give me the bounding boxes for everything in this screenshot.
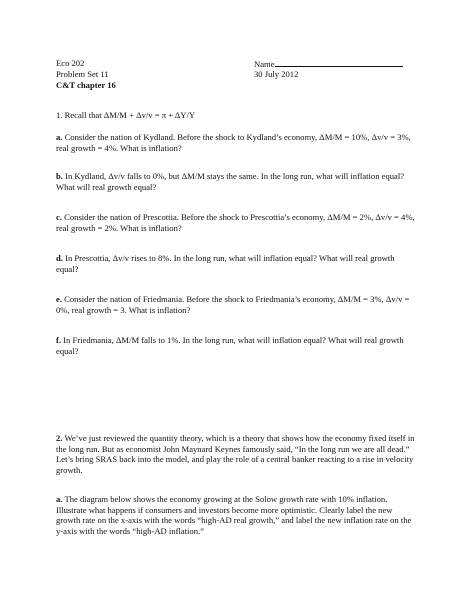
name-label: Name bbox=[254, 59, 275, 69]
part-text: In Friedmania, ΔM/M falls to 1%. In the long run, what will inflation equal? What will real growth equal? bbox=[56, 335, 404, 356]
q2-label: 2. bbox=[56, 433, 63, 443]
q1-part-a bbox=[56, 132, 418, 153]
q2-part-a bbox=[56, 494, 418, 536]
part-text: Consider the nation of Prescottia. Before the shock to Prescottia’s economy, ΔM/M = 2%, Δv/v = 4%, real growth = 2%. What is inflation? bbox=[56, 212, 415, 233]
part-label: f. bbox=[56, 335, 62, 345]
course-code: Eco 202 bbox=[56, 58, 85, 68]
part-text: In Prescottia, Δv/v rises to 8%. In the long run, what will inflation equal? What will real growth equal? bbox=[56, 253, 395, 274]
part-text: Consider the nation of Kydland. Before the shock to Kydland’s economy, ΔM/M = 10%, Δv/v = 3%, real growth = 4%. What is inflation? bbox=[56, 132, 411, 153]
chapter-label: C&T chapter 16 bbox=[56, 80, 116, 90]
part-label: e. bbox=[56, 294, 62, 304]
part-text: In Kydland, Δv/v falls to 0%, but ΔM/M stays the same. In the long run, what will inflation equal? What will real growth equal? bbox=[56, 171, 405, 192]
q1-part-b bbox=[56, 171, 418, 192]
q1-intro-text: 1. Recall that ΔM/M + Δv/v = π + ΔY/Y bbox=[56, 110, 196, 120]
q1-part-c bbox=[56, 212, 418, 233]
part-text: Consider the nation of Friedmania. Before the shock to Friedmania’s economy, ΔM/M = 3%, Δv/v = 0%, real growth = 3. What is inflation? bbox=[56, 294, 410, 315]
problem-set-title: Problem Set 11 bbox=[56, 69, 109, 79]
q2 bbox=[56, 433, 418, 475]
q2-text: We’ve just reviewed the quantity theory, which is a theory that shows how the economy fixed itself in the long run. But as economist John Maynard Keynes famously said, “In the long run we are all dead.” Let’s bring SRAS back into the model, and play the role of a central banker reacting to a rise in velocity growth. bbox=[56, 433, 415, 475]
q1-part-e bbox=[56, 294, 418, 315]
q1-part-d bbox=[56, 253, 418, 274]
part-label: a. bbox=[56, 494, 63, 504]
name-blank[interactable] bbox=[275, 58, 403, 67]
q1-intro bbox=[56, 110, 418, 121]
part-label: a. bbox=[56, 132, 63, 142]
part-label: c. bbox=[56, 212, 62, 222]
part-label: d. bbox=[56, 253, 63, 263]
part-label: b. bbox=[56, 171, 63, 181]
part-text: The diagram below shows the economy growing at the Solow growth rate with 10% inflation. Illustrate what happens if consumers and investors become more optimistic. Clearly label the new growth rate on the x-axis with the words “high-AD real growth,” and label the new inflation rate on the y-axis with the words “high-AD inflation.” bbox=[56, 494, 412, 536]
date: 30 July 2012 bbox=[254, 69, 299, 79]
q1-part-f bbox=[56, 335, 418, 356]
name-field bbox=[254, 58, 403, 70]
